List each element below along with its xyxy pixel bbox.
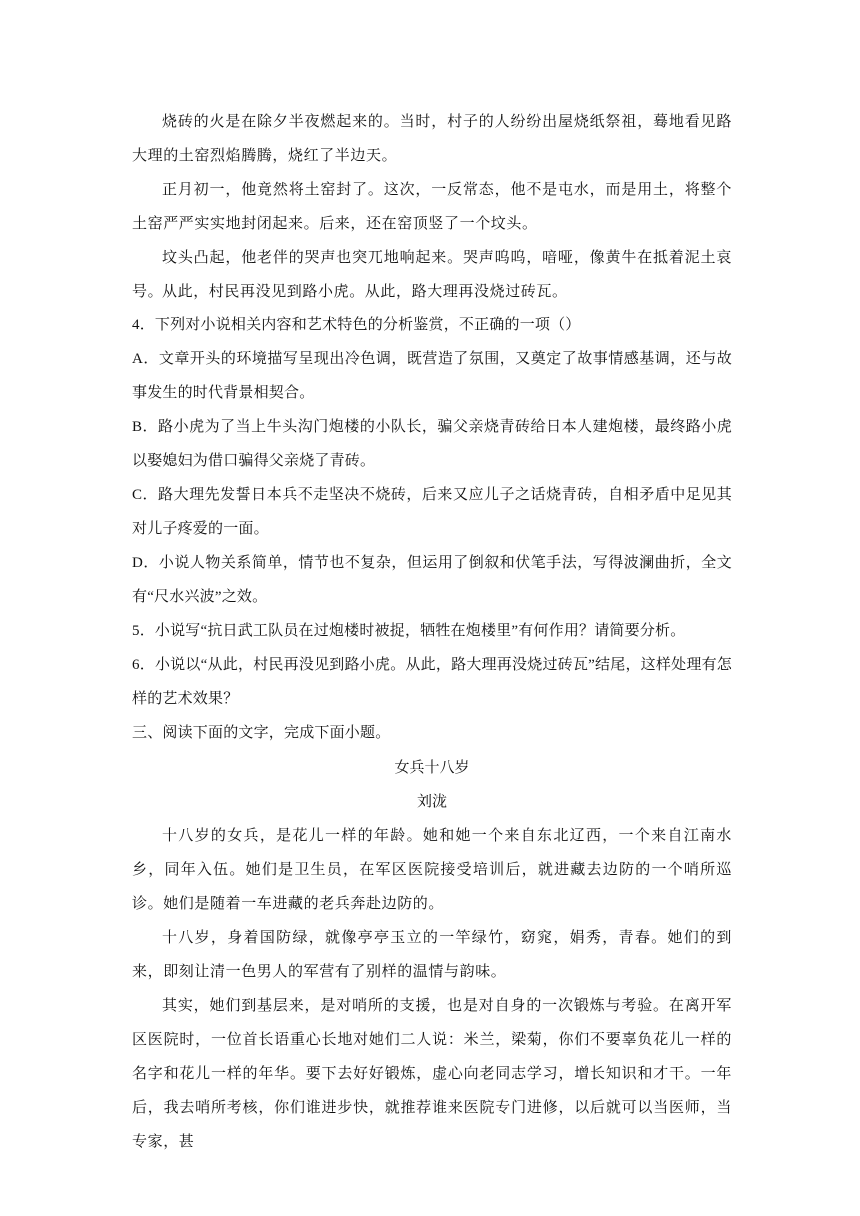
question-6: 6．小说以“从此，村民再没见到路小虎。从此，路大理再没烧过砖瓦”结尾，这样处理有怎样的艺术效果？ <box>132 657 732 707</box>
section-heading: 三、阅读下面的文字，完成下面小题。 <box>132 725 391 741</box>
story-author: 刘泷 <box>416 792 447 810</box>
option-b: B．路小虎为了当上牛头沟门炮楼的小队长，骗父亲烧青砖给日本人建炮楼，最终路小虎以娶媳妇为借口骗得父亲烧了青砖。 <box>132 419 732 469</box>
story-paragraph: 从此，村民再没见到路小虎。从此，路大理再没烧过砖瓦。 <box>162 282 568 300</box>
story-paragraph: 十八岁的女兵，是花儿一样的年龄。她和她一个来自东北辽西，一个来自江南水乡，同年入伍。她们是卫生员，在军区医院接受培训后，就进藏去边防的一个哨所巡诊。她们是随着一车进藏的老兵奔赴边防的。 <box>132 826 732 912</box>
option-a: A．文章开头的环境描写呈现出冷色调，既营造了氛围，又奠定了故事情感基调，还与故事发生的时代背景相契合。 <box>132 351 732 401</box>
story-paragraph: 其实，她们到基层来，是对哨所的支援，也是对自身的一次锻炼与考验。在离开军区医院时，一位首长语重心长地对她们二人说：米兰，梁菊，你们不要辜负花儿一样的名字和花儿一样的年华。要下去好好锻炼，虚心向老同志学习，增长知识和才干。一年后，我去哨所考核，你们谁进步快，就推荐谁来医院专门进修，以后就可以当医师，当专家，甚 <box>132 996 732 1150</box>
option-c: C．路大理先发誓日本兵不走坚决不烧砖，后来又应儿子之话烧青砖，自相矛盾中足见其对儿子疼爱的一面。 <box>132 487 732 537</box>
question-5: 5．小说写“抗日武工队员在过炮楼时被捉，牺牲在炮楼里”有何作用？请简要分析。 <box>132 623 686 639</box>
story-paragraph: 十八岁，身着国防绿，就像亭亭玉立的一竿绿竹，窈窕，娟秀，青春。她们的到来，即刻让清一色男人的军营有了别样的温情与韵味。 <box>132 928 732 980</box>
story-title: 女兵十八岁 <box>394 758 470 776</box>
story-paragraph: 烧砖的火是在除夕半夜燃起来的。当时，村子的人纷纷出屋烧纸祭祖，蓦地看见路大理的土窑烈焰腾腾，烧红了半边天。 <box>132 112 732 164</box>
story-paragraph: 正月初一，他竟然将土窑封了。这次，一反常态，他不是屯水，而是用土，将整个土窑严严实实地封闭起来。后来，还在窑顶竖了一个坟头。 <box>132 180 732 232</box>
question-4: 4．下列对小说相关内容和艺术特色的分析鉴赏，不正确的一项（） <box>132 317 581 333</box>
option-d: D．小说人物关系简单，情节也不复杂，但运用了倒叙和伏笔手法，写得波澜曲折，全文有“尺水兴波”之效。 <box>132 555 732 605</box>
story-paragraph: 坟头凸起，他老伴的哭声也突兀地响起来。哭声呜呜，喑哑，像黄牛在抵着泥土哀号。 <box>132 248 732 300</box>
